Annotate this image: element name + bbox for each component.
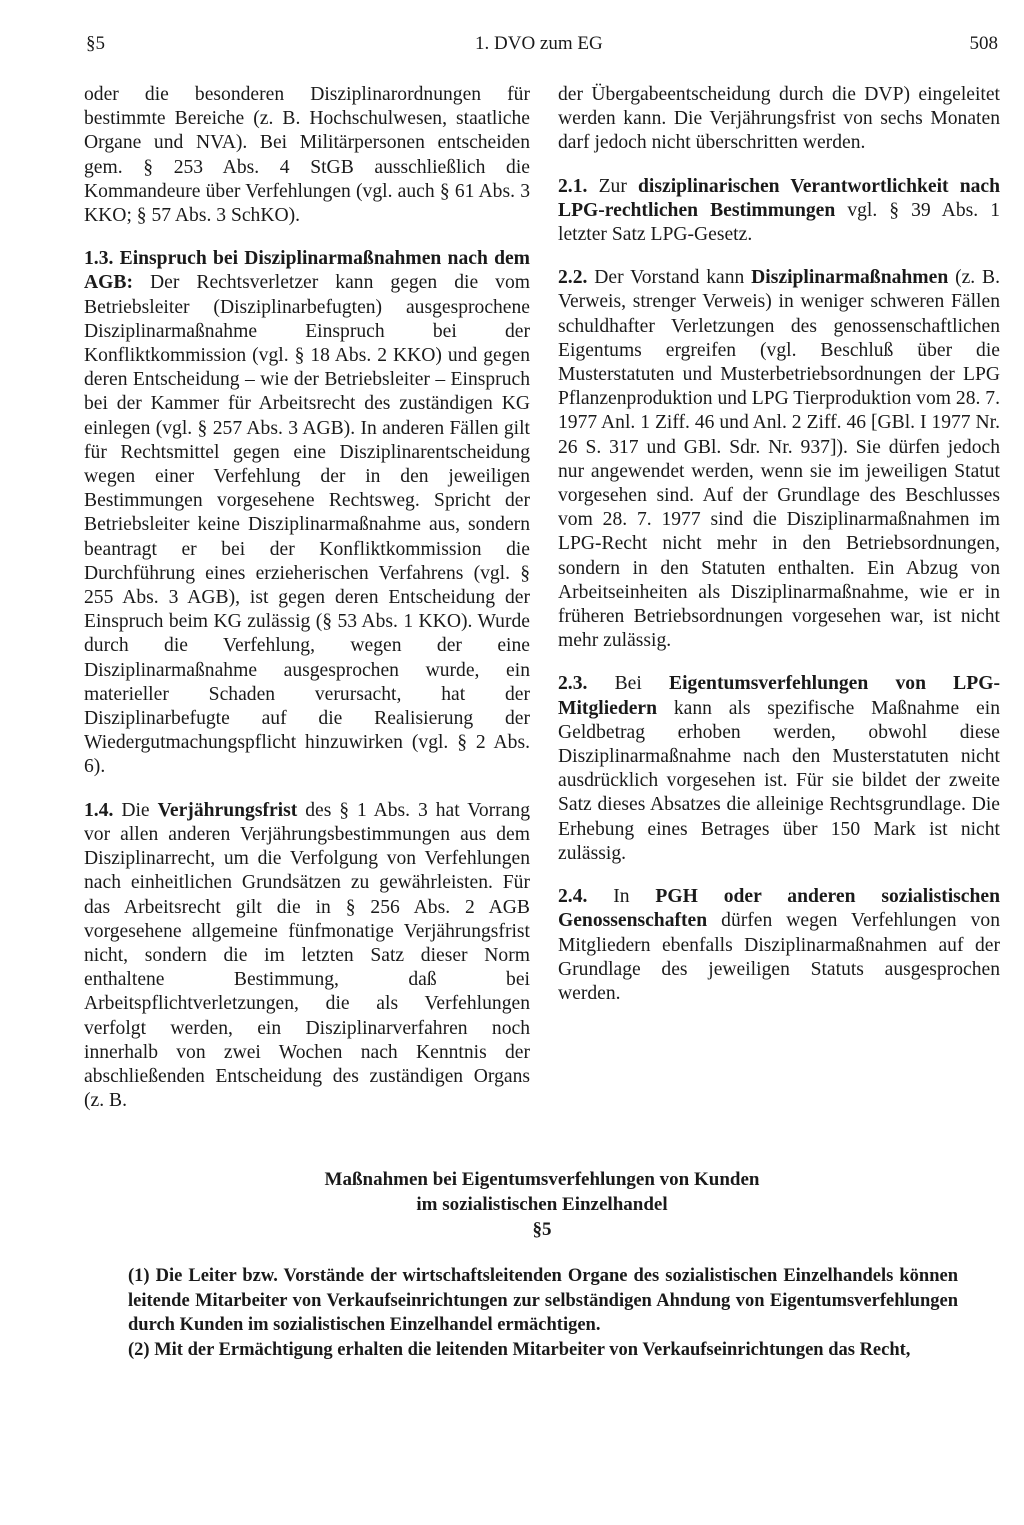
- paragraph-heading: PGH oder anderen sozialistischen Genossenschaften: [558, 886, 1000, 932]
- header-section-ref: §5: [86, 33, 105, 54]
- paragraph-1-3: [84, 247, 530, 779]
- paragraph-text: oder die besonderen Disziplinarordnungen für bestimmte Bereiche (z. B. Hochschulwesen, staatliche Organe und NVA). Bei Militärpersonen entscheiden gem. § 253 Abs. 4 StGB ausschließlich die Kommandeure über Verfehlungen (vgl. auch § 61 Abs. 3 KKO; § 57 Abs. 3 SchKO).: [84, 84, 530, 227]
- paragraph-number: 2.3.: [558, 673, 588, 695]
- section-paragraph-1: (1) Die Leiter bzw. Vorstände der wirtschaftsleitenden Organe des sozialistischen Einzelhandels können leitende Mitarbeiter von Verkaufseinrichtungen zur selbständigen Ahndung von Eigentumsverfehlungen durch Kunden im sozialistischen Einzelhandel ermächtigen.: [128, 1266, 958, 1335]
- section-body: [128, 1264, 958, 1362]
- paragraph-text: (z. B. Verweis, strenger Verweis) in weniger schweren Fällen schuldhafter Verletzungen des genossenschaftlichen Eigentums ergreifen (vgl. Beschluß über die Musterstatuten und Musterbetriebsordnungen der LPG Pflanzenproduktion und LPG Tierproduktion vom 28. 7. 1977 Anl. 1 Ziff. 46 und Anl. 2 Ziff. 46 [GBl. I 1977 Nr. 26 S. 317 und GBl. Sdr. Nr. 937]). Sie dürfen jedoch nur angewendet werden, wenn sie im jeweiligen Statut vorgesehen sind. Auf der Grundlage des Beschlusses vom 28. 7. 1977 sind die Disziplinarmaßnahmen im LPG-Recht nicht mehr in den Betriebsordnungen, sondern in den Statuten enthalten. Ein Abzug von Arbeitseinheiten als Disziplinarmaßnahme, wie er in früheren Betriebsordnungen vorgesehen war, ist nicht mehr zulässig.: [558, 267, 1000, 652]
- section-paragraph-sign: §5: [532, 1219, 552, 1240]
- page-header: [86, 33, 998, 63]
- paragraph: [84, 83, 530, 228]
- paragraph-text: dürfen wegen Verfehlungen von Mitgliedern ebenfalls Disziplinarmaßnahmen auf der Grundlage des jeweiligen Statuts ausgesprochen werden.: [558, 910, 1000, 1004]
- page-number: 508: [969, 33, 998, 54]
- paragraph-lead: Der Vorstand kann: [594, 267, 745, 289]
- paragraph-2-4: [558, 885, 1000, 1006]
- section-heading: [84, 1167, 1000, 1242]
- paragraph-heading: Verjährungsfrist: [157, 799, 298, 821]
- paragraph-lead: In: [613, 886, 630, 908]
- paragraph-text: vgl. § 39 Abs. 1 letzter Satz LPG-Gesetz.: [558, 199, 1000, 246]
- paragraph-heading: Einspruch bei Disziplinarmaßnahmen nach dem AGB:: [84, 248, 531, 294]
- paragraph-heading: Disziplinarmaßnahmen: [751, 267, 949, 289]
- paragraph-2-1: [558, 175, 1000, 248]
- paragraph-number: 2.4.: [558, 886, 588, 908]
- paragraph-lead: Die: [121, 799, 150, 821]
- header-title: 1. DVO zum EG: [475, 33, 603, 54]
- paragraph-lead: Zur: [598, 175, 627, 197]
- paragraph-2-2: [558, 266, 1000, 653]
- paragraph-text: Der Rechtsverletzer kann gegen die vom Betriebsleiter (Disziplinarbefugten) ausgesprochene Disziplinarmaßnahme Einspruch bei der Konfliktkommission (vgl. § 18 Abs. 2 KKO) und gegen deren Entscheidung – wie der Betriebsleiter – Einspruch bei der Kammer für Arbeitsrecht des zuständigen KG einlegen (vgl. § 257 Abs. 3 AGB). In anderen Fällen gilt für Rechtsmittel gegen eine Disziplinarentscheidung wegen einer Verfehlung der in den jeweiligen Bestimmungen vorgesehene Rechtsweg. Spricht der Betriebsleiter keine Disziplinarmaßnahme aus, sondern beantragt er bei der Konfliktkommission die Durchführung eines erzieherischen Verfahrens (vgl. § 255 Abs. 3 AGB), ist gegen deren Entscheidung der Einspruch beim KG zulässig (§ 53 Abs. 1 KKO). Wurde durch die Verfehlung, wegen der eine Disziplinarmaßnahme ausgesprochen wurde, ein materieller Schaden verursacht, hat der Disziplinarbefugte auf die Realisierung der Wiedergutmachungspflicht hinzuwirken (vgl. § 2 Abs. 6).: [84, 272, 530, 778]
- paragraph-text: des § 1 Abs. 3 hat Vorrang vor allen anderen Verjährungsbestimmungen aus dem Disziplinarrecht, um die Verfolgung von Verfehlungen nach einheitlichen Grundsätzen zu gewährleisten. Für das Arbeitsrecht gilt die in § 256 Abs. 2 AGB vorgesehene allgemeine fünfmonatige Verjährungsfrist nicht, sondern die im letzten Satz dieser Norm enthaltene Bestimmung, daß bei Arbeitspflichtverletzungen, die als Verfehlungen verfolgt werden, ein Disziplinarverfahren noch innerhalb von zwei Wochen nach Kenntnis der abschließenden Entscheidung des zuständigen Organs (z. B.: [84, 799, 531, 1112]
- paragraph-text: der Übergabeentscheidung durch die DVP) eingeleitet werden kann. Die Verjährungsfrist von sechs Monaten darf jedoch nicht überschritten werden.: [558, 84, 1000, 154]
- paragraph-number: 2.1.: [558, 175, 588, 197]
- section-title-line-2: im sozialistischen Einzelhandel: [416, 1194, 668, 1215]
- paragraph-text: kann als spezifische Maßnahme ein Geldbetrag erhoben werden, obwohl diese Disziplinarmaßnahme nach den Musterstatuten nicht ausdrücklich vorgesehen ist. Für sie bildet der zweite Satz dieses Absatzes die alleinige Rechtsgrundlage. Die Erhebung eines Betrages über 150 Mark ist nicht zulässig.: [558, 697, 1000, 864]
- right-column: [558, 83, 1000, 1025]
- paragraph-number: 1.3.: [84, 248, 114, 270]
- paragraph: [558, 83, 1000, 156]
- left-column: [84, 83, 530, 1132]
- paragraph-heading: disziplinarischen Verantwortlichkeit nach LPG-rechtlichen Bestimmungen: [558, 175, 1000, 221]
- paragraph-heading: Eigentumsverfehlungen von LPG-Mitgliedern: [558, 673, 1000, 719]
- section-paragraph-2: (2) Mit der Ermächtigung erhalten die leitenden Mitarbeiter von Verkaufseinrichtungen das Recht,: [128, 1339, 911, 1360]
- paragraph-1-4: [84, 799, 530, 1114]
- section-title-line-1: Maßnahmen bei Eigentumsverfehlungen von Kunden: [324, 1169, 760, 1190]
- paragraph-lead: Bei: [614, 673, 642, 695]
- paragraph-2-3: [558, 672, 1000, 866]
- paragraph-number: 2.2.: [558, 267, 588, 289]
- paragraph-number: 1.4.: [84, 799, 114, 821]
